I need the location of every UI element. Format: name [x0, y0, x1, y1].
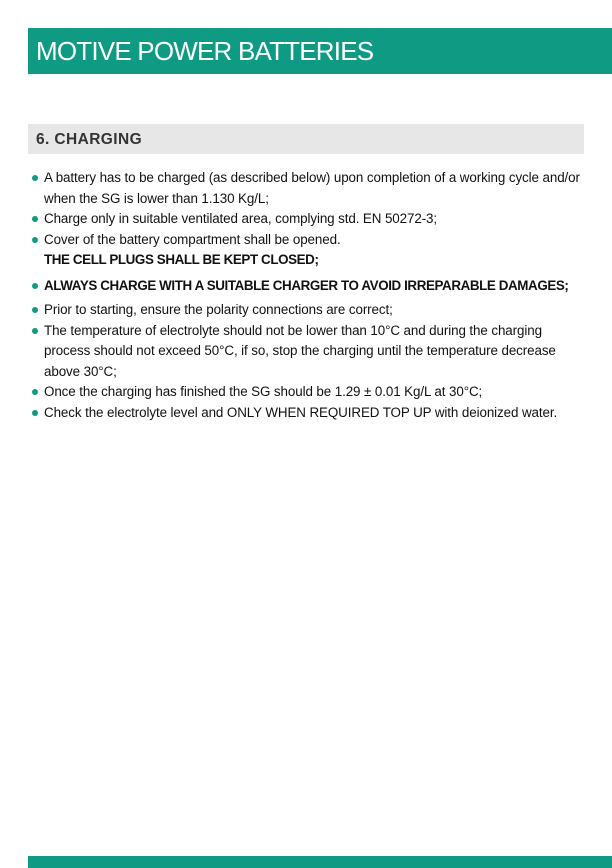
list-item-warning	[31, 276, 591, 297]
list-item	[31, 300, 591, 321]
list-item-text: Prior to starting, ensure the polarity connections are correct;	[44, 302, 393, 317]
header-bar	[28, 28, 612, 74]
bullet-icon	[32, 307, 38, 313]
list-item-text: Cover of the battery compartment shall be opened.	[44, 231, 341, 247]
bullet-icon	[32, 175, 38, 181]
bullet-icon	[32, 283, 38, 289]
warning-note: THE CELL PLUGS SHALL BE KEPT CLOSED;	[44, 252, 319, 267]
list-item-text: A battery has to be charged (as described below) upon completion of a working cycle and/or when the SG is lower than 1.130 Kg/L;	[44, 170, 580, 206]
list-item	[31, 382, 591, 403]
list-item	[31, 321, 591, 383]
section-title: 6. CHARGING	[36, 131, 143, 148]
charging-instructions-list	[31, 168, 591, 423]
bullet-icon	[32, 410, 38, 416]
list-item-text: Check the electrolyte level and ONLY WHEN REQUIRED TOP UP with deionized water.	[44, 404, 558, 420]
bullet-icon	[32, 216, 38, 222]
list-item-text: Charge only in suitable ventilated area, complying std. EN 50272-3;	[44, 211, 438, 226]
bullet-icon	[32, 328, 38, 334]
footer-bar	[28, 856, 612, 868]
list-item	[31, 403, 591, 424]
list-item	[31, 230, 591, 251]
list-item	[31, 168, 591, 209]
page-title: MOTIVE POWER BATTERIES	[36, 36, 374, 66]
list-item-text: The temperature of electrolyte should not be lower than 10°C and during the charging process should not exceed 50°C, if so, stop the charging until the temperature decrease above 30°C;	[44, 322, 556, 379]
list-item-text: Once the charging has finished the SG should be 1.29 ± 0.01 Kg/L at 30°C;	[44, 384, 483, 399]
bullet-icon	[32, 389, 38, 395]
list-item-text: ALWAYS CHARGE WITH A SUITABLE CHARGER TO AVOID IRREPARABLE DAMAGES;	[44, 277, 569, 293]
section-heading-bar	[28, 124, 584, 154]
list-item	[31, 209, 591, 230]
bullet-icon	[32, 237, 38, 243]
